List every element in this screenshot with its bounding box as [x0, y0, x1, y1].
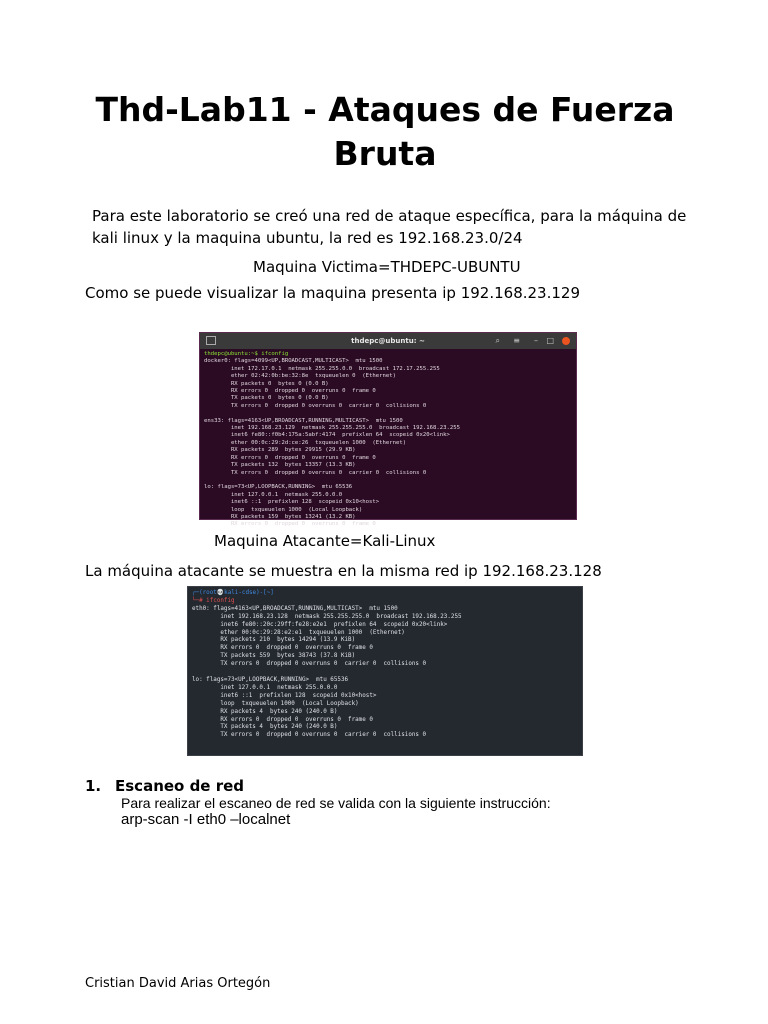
author-footer: Cristian David Arias Ortegón	[85, 976, 271, 991]
attacker-description: La máquina atacante se muestra en la misma red ip 192.168.23.128	[85, 562, 602, 580]
terminal-output: eth0: flags=4163<UP,BROADCAST,RUNNING,MULTICAST> mtu 1500 inet 192.168.23.128 netmask 255.255.255.0 broadcast 192.168.23.255 inet6 fe80::20c:29ff:fe28:e2e1 prefixlen 64 scopeid 0x20<link> ether 00:0c:29:28:e2:e1 txqueuelen 1000 (Ethernet) RX packets 210 bytes 14294 (13.9 KiB) RX errors 0 dropped 0 overruns 0 frame 0 TX packets 559 bytes 38743 (37.8 KiB) TX errors 0 dropped 0 overruns 0 carrier 0 collisions 0 lo: flags=73<UP,LOOPBACK,RUNNING> mtu 65536 inet 127.0.0.1 netmask 255.0.0.0 inet6 ::1 prefixlen 128 scopeid 0x10<host> loop txqueuelen 1000 (Local Loopback) RX packets 4 bytes 240 (240.0 B) RX errors 0 dropped 0 overruns 0 frame 0 TX packets 4 bytes 240 (240.0 B) TX errors 0 dropped 0 overruns 0 carrier 0 collisions 0	[192, 605, 462, 739]
terminal-prompt-user: ┌─(root💀kali-cdse)-[~]	[192, 590, 274, 596]
section-body	[121, 795, 551, 829]
terminal-prompt-command: └─# ifconfig	[192, 597, 235, 604]
maximize-icon: □	[546, 336, 554, 345]
terminal-titlebar	[200, 333, 576, 349]
intro-paragraph: Para este laboratorio se creó una red de ataque específica, para la máquina de kali linux y la maquina ubuntu, la red es 192.168.23.0/24	[92, 207, 687, 247]
search-icon: ⌕	[495, 336, 500, 345]
terminal-output: docker0: flags=4099<UP,BROADCAST,MULTICAST> mtu 1500 inet 172.17.0.1 netmask 255.255.0.0 broadcast 172.17.255.255 ether 02:42:0b:be:32:8e txqueuelen 0 (Ethernet) RX packets 0 bytes 0 (0.0 B) RX errors 0 dropped 0 overruns 0 frame 0 TX packets 0 bytes 0 (0.0 B) TX errors 0 dropped 0 overruns 0 carrier 0 collisions 0 ens33: flags=4163<UP,BROADCAST,RUNNING,MULTICAST> mtu 1500 inet 192.168.23.129 netmask 255.255.255.0 broadcast 192.168.23.255 inet6 fe80::f0b4:175a:5abf:4174 prefixlen 64 scopeid 0x20<link> ether 00:0c:29:2d:ce:26 txqueuelen 1000 (Ethernet) RX packets 289 bytes 29915 (29.9 KB) RX errors 0 dropped 0 overruns 0 frame 0 TX packets 132 bytes 13357 (13.3 KB) TX errors 0 dropped 0 overruns 0 carrier 0 collisions 0 lo: flags=73<UP,LOOPBACK,RUNNING> mtu 65536 inet 127.0.0.1 netmask 255.0.0.0 inet6 ::1 prefixlen 128 scopeid 0x10<host> loop txqueuelen 1000 (Local Loopback) RX packets 159 bytes 13241 (13.2 KB) RX errors 0 dropped 0 overruns 0 frame 0	[204, 358, 460, 528]
terminal-title: thdepc@ubuntu: ~	[351, 337, 425, 345]
terminal-prompt: thdepc@ubuntu:~$ ifconfig	[204, 351, 289, 357]
victim-description: Como se puede visualizar la maquina presenta ip 192.168.23.129	[85, 284, 580, 302]
section-number: 1.	[85, 777, 102, 795]
victim-label: Maquina Victima=THDEPC-UBUNTU	[253, 258, 521, 276]
section-instruction: Para realizar el escaneo de red se valida con la siguiente instrucción:	[121, 795, 551, 811]
attacker-label: Maquina Atacante=Kali-Linux	[214, 532, 436, 550]
ubuntu-terminal-screenshot	[199, 332, 577, 528]
close-icon	[562, 337, 570, 345]
kali-terminal-screenshot	[187, 586, 583, 756]
section-title: Escaneo de red	[115, 777, 245, 795]
minimize-icon: –	[534, 336, 538, 345]
section-command: arp-scan -I eth0 –localnet	[121, 811, 291, 828]
new-tab-icon	[206, 336, 216, 345]
menu-icon: ≡	[513, 336, 520, 345]
document-title: Thd-Lab11 - Ataques de Fuerza Bruta	[95, 90, 675, 173]
